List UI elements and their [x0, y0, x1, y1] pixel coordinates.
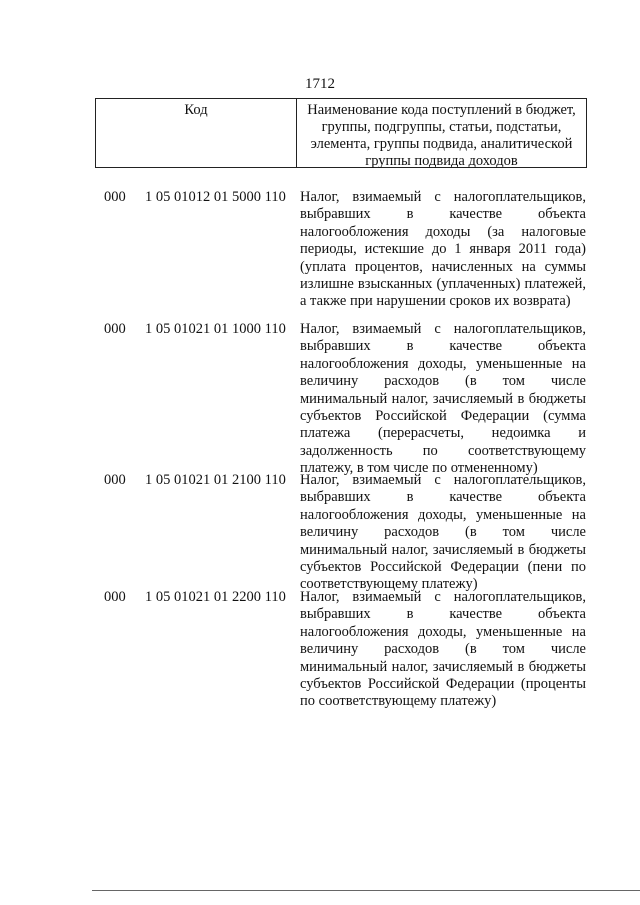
row-budget-code: 1 05 01012 01 5000 110 [145, 189, 286, 205]
page-number: 1712 [305, 76, 335, 92]
row-admin-code: 000 [104, 189, 126, 205]
row-description: Налог, взимаемый с налогоплательщиков, выбравших в качестве объекта налогообложения доходы, уменьшенные на величину расходов (в том числе минимальный налог, зачисляемый в бюджеты субъектов Российской Федерации (сумма платежа (перерасчеты, недоимка и задолженность по соответствующему платежу, в том числе по отмененному) [300, 321, 586, 477]
header-name-label: Наименование кода поступлений в бюджет, группы, подгруппы, статьи, подстатьи, элемента, группы подвида, аналитической группы подвида доходов [307, 102, 576, 169]
row-description: Налог, взимаемый с налогоплательщиков, выбравших в качестве объекта налогообложения доходы, уменьшенные на величину расходов (в том числе минимальный налог, зачисляемый в бюджеты субъектов Российской Федерации (проценты по соответствующему платежу) [300, 589, 586, 710]
row-admin-code: 000 [104, 321, 126, 337]
table-header [95, 98, 587, 168]
row-budget-code: 1 05 01021 01 1000 110 [145, 321, 286, 337]
header-code-label: Код [96, 99, 297, 167]
row-budget-code: 1 05 01021 01 2100 110 [145, 472, 286, 488]
page-bottom-border [92, 890, 640, 891]
row-description: Налог, взимаемый с налогоплательщиков, выбравших в качестве объекта налогообложения доходы, уменьшенные на величину расходов (в том числе минимальный налог, зачисляемый в бюджеты субъектов Российской Федерации (пени по соответствующему платежу) [300, 472, 586, 593]
row-budget-code: 1 05 01021 01 2200 110 [145, 589, 286, 605]
row-description: Налог, взимаемый с налогоплательщиков, выбравших в качестве объекта налогообложения доходы (за налоговые периоды, истекшие до 1 января 2011 года) (уплата процентов, начисленных на суммы излишне взысканных (уплаченных) платежей, а также при нарушении сроков их возврата) [300, 189, 586, 310]
row-admin-code: 000 [104, 472, 126, 488]
row-admin-code: 000 [104, 589, 126, 605]
